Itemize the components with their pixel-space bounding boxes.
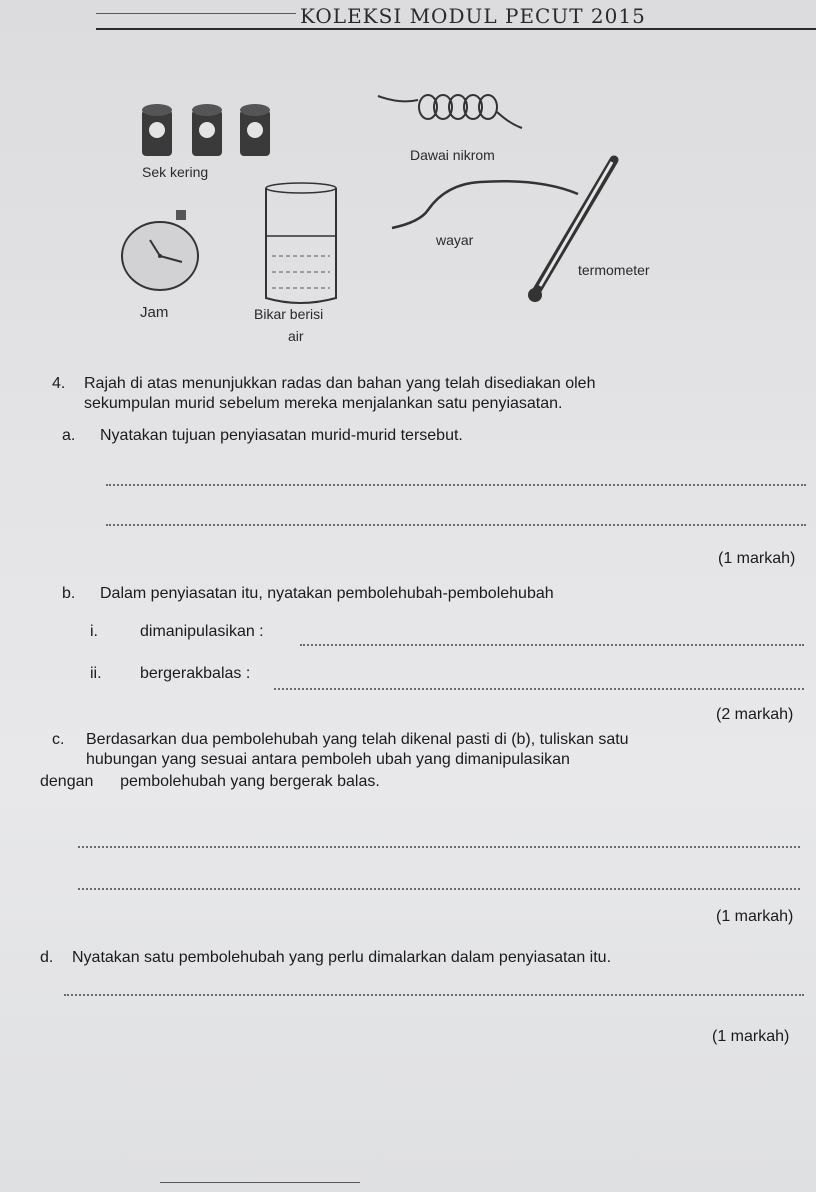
- part-a-answer-line-2[interactable]: [106, 524, 806, 526]
- thermometer-icon: [528, 160, 614, 302]
- wire-icon: [392, 181, 578, 228]
- part-c-answer-line-2[interactable]: [78, 888, 800, 890]
- beaker-icon: [266, 183, 336, 303]
- part-a-question: Nyatakan tujuan penyiasatan murid-murid tersebut.: [100, 427, 463, 444]
- question-intro-line2: sekumpulan murid sebelum mereka menjalankan satu penyiasatan.: [84, 395, 563, 412]
- part-c-line3: dengan pembolehubah yang bergerak balas.: [40, 773, 380, 790]
- label-nichrome-coil: Dawai nikrom: [410, 147, 495, 163]
- part-a-answer-line-1[interactable]: [106, 484, 806, 486]
- header-title: KOLEKSI MODUL PECUT 2015: [300, 4, 646, 28]
- dry-cells-icon: [142, 104, 270, 156]
- part-b-ii-answer-line[interactable]: [274, 688, 804, 690]
- part-c-marks: (1 markah): [716, 908, 794, 925]
- question-intro-line1: Rajah di atas menunjukkan radas dan bahan yang telah disediakan oleh: [84, 375, 596, 392]
- part-d-answer-line[interactable]: [64, 994, 804, 996]
- part-b-marks: (2 markah): [716, 706, 794, 723]
- part-a-marks: (1 markah): [718, 550, 796, 567]
- part-b-i-label: i.: [90, 623, 98, 640]
- part-d-marks: (1 markah): [712, 1028, 790, 1045]
- label-beaker-line2: air: [288, 328, 304, 344]
- part-a-label: a.: [62, 427, 76, 444]
- stopwatch-icon: [122, 210, 198, 290]
- part-c-line1: Berdasarkan dua pembolehubah yang telah dikenal pasti di (b), tuliskan satu: [86, 731, 629, 748]
- part-d-question: Nyatakan satu pembolehubah yang perlu dimalarkan dalam penyiasatan itu.: [72, 949, 612, 966]
- footer-rule: [160, 1182, 360, 1183]
- part-b-question: Dalam penyiasatan itu, nyatakan pembolehubah-pembolehubah: [100, 585, 554, 602]
- part-c-label: c.: [52, 731, 65, 748]
- label-beaker-line1: Bikar berisi: [254, 306, 324, 322]
- part-c-line2: hubungan yang sesuai antara pemboleh ubah yang dimanipulasikan: [86, 751, 570, 768]
- part-b-ii-text: bergerakbalas :: [140, 665, 251, 682]
- apparatus-figure: [0, 0, 816, 340]
- part-c-answer-line-1[interactable]: [78, 846, 800, 848]
- label-clock: Jam: [140, 304, 169, 321]
- part-d-label: d.: [40, 949, 54, 966]
- part-b-i-answer-line[interactable]: [300, 644, 804, 646]
- label-dry-cells: Sek kering: [142, 164, 209, 180]
- part-b-ii-label: ii.: [90, 665, 102, 682]
- question-number: 4.: [52, 375, 66, 392]
- part-b-i-text: dimanipulasikan :: [140, 623, 264, 640]
- label-wire: wayar: [436, 232, 474, 248]
- nichrome-coil-icon: [378, 95, 522, 128]
- label-thermometer: termometer: [578, 262, 650, 278]
- part-b-label: b.: [62, 585, 76, 602]
